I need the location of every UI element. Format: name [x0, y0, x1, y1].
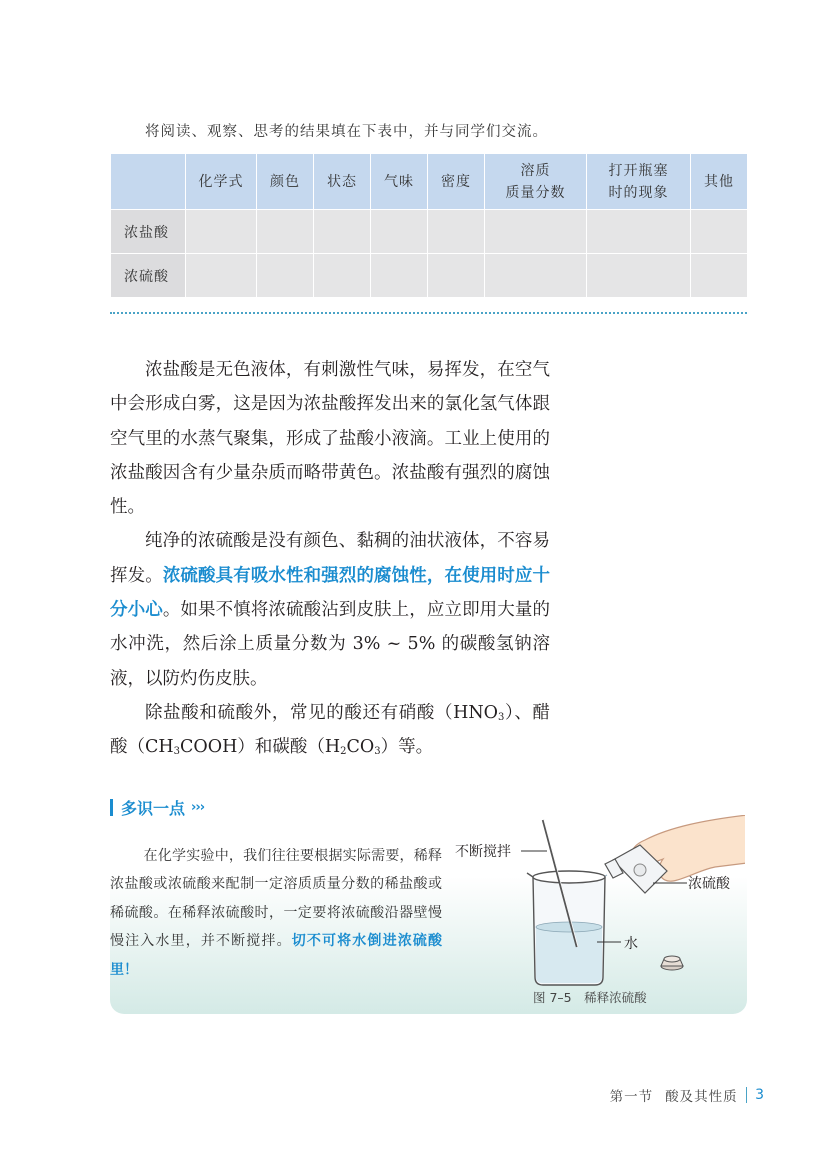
- main-text: [110, 353, 550, 765]
- blank-cell: [186, 210, 257, 254]
- blank-cell: [587, 254, 691, 298]
- blank-cell: [428, 210, 485, 254]
- table-row: [111, 210, 748, 254]
- page-number: 3: [755, 1087, 764, 1103]
- blank-cell: [587, 210, 691, 254]
- header-cell: 气味: [371, 154, 428, 210]
- highlight-text: 浓硫酸具有吸水性和强烈的腐蚀性，在使用时应十分小心: [110, 565, 550, 621]
- table-row: [111, 254, 748, 298]
- header-cell: 化学式: [186, 154, 257, 210]
- paragraph-h2so4: 纯净的浓硫酸是没有颜色、黏稠的油状液体，不容易挥发。浓硫酸具有吸水性和强烈的腐蚀性，在使用时应十分小心。如果不慎将浓硫酸沾到皮肤上，应立即用大量的水冲洗，然后涂上质量分数为 3% ~ 5% 的碳酸氢钠溶液，以防灼伤皮肤。: [110, 531, 550, 689]
- paragraph-other-acids: 除盐酸和硫酸外，常见的酸还有硝酸$(HNO_3)$、醋酸$(CH_3COOH)$和碳酸$(H_2CO_3)$等。: [110, 702, 551, 758]
- blank-cell: [186, 254, 257, 298]
- page-footer: [610, 1085, 764, 1105]
- label-stir: 不断搅拌: [455, 844, 511, 860]
- row-label: 浓硫酸: [111, 254, 186, 298]
- dilution-figure: [455, 815, 745, 1005]
- table-header-row: [111, 154, 748, 210]
- header-cell: 其他: [691, 154, 748, 210]
- blank-cell: [371, 210, 428, 254]
- blank-cell: [485, 254, 587, 298]
- blank-cell: [691, 254, 748, 298]
- intro-text: 将阅读、观察、思考的结果填在下表中，并与同学们交流。: [145, 124, 548, 140]
- warning-text: 切不可将水倒进浓硫酸里！: [110, 933, 443, 978]
- section-label: 第一节: [609, 1089, 654, 1105]
- figure-caption: 图 7–5 稀释浓硫酸: [533, 990, 647, 1005]
- extra-knowledge-title: 多识一点 ›››: [110, 796, 204, 818]
- dotted-divider: [110, 312, 747, 314]
- blank-cell: [257, 210, 314, 254]
- blank-cell: [428, 254, 485, 298]
- chevrons-icon: ›››: [191, 799, 205, 815]
- header-cell: 状态: [314, 154, 371, 210]
- blank-cell: [371, 254, 428, 298]
- blank-cell: [314, 254, 371, 298]
- extra-knowledge-text: 在化学实验中，我们往往要根据实际需要，稀释浓盐酸或浓硫酸来配制一定溶质质量分数的稀盐酸或稀硫酸。在稀释浓硫酸时，一定要将浓硫酸沿器壁慢慢注入水里，并不断搅拌。切不可将水倒进浓硫酸里！: [110, 848, 443, 978]
- section-title: 酸及其性质: [665, 1089, 738, 1105]
- blank-cell: [691, 210, 748, 254]
- row-label: 浓盐酸: [111, 210, 186, 254]
- blank-cell: [314, 210, 371, 254]
- header-cell: 打开瓶塞 时的现象: [587, 154, 691, 210]
- footer-divider: [746, 1087, 748, 1103]
- title-bar: [110, 799, 113, 816]
- blank-cell: [257, 254, 314, 298]
- header-cell: 密度: [428, 154, 485, 210]
- header-cell: 溶质 质量分数: [485, 154, 587, 210]
- observation-table: [110, 153, 748, 298]
- paragraph-hcl: 浓盐酸是无色液体，有刺激性气味，易挥发，在空气中会形成白雾，这是因为浓盐酸挥发出来的氯化氢气体跟空气里的水蒸气聚集，形成了盐酸小液滴。工业上使用的浓盐酸因含有少量杂质而略带黄色。浓盐酸有强烈的腐蚀性。: [110, 360, 550, 518]
- label-water: 水: [624, 936, 638, 952]
- label-acid: 浓硫酸: [688, 876, 730, 892]
- header-cell: [111, 154, 186, 210]
- stopper-icon: [661, 956, 683, 970]
- header-cell: 颜色: [257, 154, 314, 210]
- blank-cell: [485, 210, 587, 254]
- beaker-icon: [527, 871, 605, 985]
